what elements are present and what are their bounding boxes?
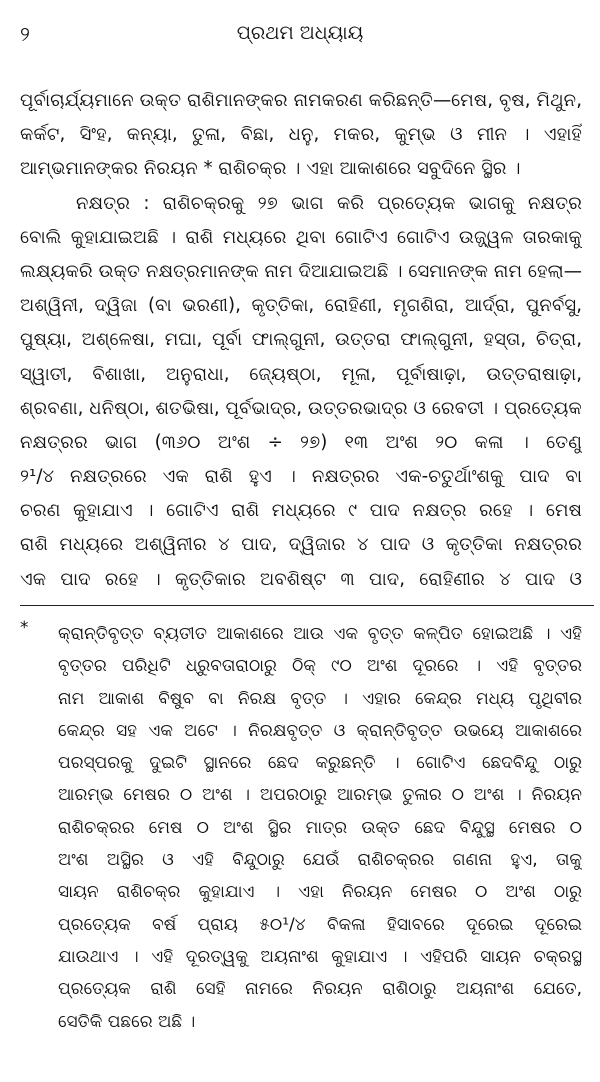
body-line: ପୁଷ୍ୟା, ଅଶ୍ଳେଷା, ମଘା, ପୂର୍ବା ଫାଲ୍‌ଗୁନୀ, ଉତ୍ତରା ଫାଲ୍‌ଗୁନୀ, ହସ୍ତା, ଚିତ୍ରା, <box>20 329 582 351</box>
footnote-line: ପ୍ରତ୍ୟେକ ରାଶି ସେହି ନାମରେ ନିରୟନ ରାଶିଠାରୁ ଅୟନାଂଶ ଯେତେ, <box>58 979 582 1000</box>
body-line: ଅଶ୍ୱିନୀ, ଦ୍ୱିଜା (ବା ଭରଣୀ), କୃତ୍ତିକା, ରୋହିଣୀ, ମୃଗଶିରା, ଆର୍ଦ୍ରା, ପୁନର୍ବସୁ, <box>20 295 582 317</box>
body-line: ୨¹/୪ ନକ୍ଷତ୍ରରେ ଏକ ରାଶି ହୁଏ । ନକ୍ଷତ୍ରର ଏକ-ଚତୁର୍ଥାଂଶକୁ ପାଦ ବା <box>20 466 582 488</box>
footnote-line: ବୃତ୍ତର ପରିଧିଟି ଧ୍ରୁବତାରାଠାରୁ ଠିକ୍ ୯୦ ଅଂଶ ଦୂରରେ । ଏହି ବୃତ୍ତର <box>58 656 582 677</box>
footnote-line: ସେତିକି ପଛରେ ଅଛି । <box>58 1011 196 1032</box>
body-line: ନକ୍ଷତ୍ରର ଭାଗ (୩୬୦ ଅଂଶ ÷ ୨୭) ୧୩ ଅଂଶ ୨୦ କଳା । ତେଣୁ <box>20 431 582 453</box>
footnote-divider <box>20 605 594 606</box>
body-line: ପୂର୍ବାଚାର୍ଯ୍ୟମାନେ ଉକ୍ତ ରାଶିମାନଙ୍କର ନାମକରଣ କରିଛନ୍ତି—ମେଷ, ବୃଷ, ମିଥୁନ, <box>20 90 582 111</box>
footnote-line: ନାମ ଆକାଶ ବିଷୁବ ବା ନିରକ୍ଷ ବୃତ୍ତ । ଏହାର କେନ୍ଦ୍ର ମଧ୍ୟ ପୃଥିବୀର <box>58 688 582 709</box>
page-number: ୨ <box>20 22 30 46</box>
footnote-marker: * <box>20 618 29 638</box>
footnote-line: ସାୟନ ରାଶିଚକ୍ର କୁହାଯାଏ । ଏହା ନିରୟନ ମେଷର ୦ ଅଂଶ ଠାରୁ <box>58 882 582 903</box>
footnote-line: ରାଶିଚକ୍ରର ମେଷ ୦ ଅଂଶ ସ୍ଥିର ମାତ୍ର ଉକ୍ତ ଛେଦ ବିନ୍ଦୁସ୍ଥ ମେଷର ୦ <box>58 817 582 838</box>
body-line: ଆମ୍ଭମାନଙ୍କର ନିରୟନ * ରାଶିଚକ୍ର । ଏହା ଆକାଶରେ ସବୁଦିନେ ସ୍ଥିର । <box>20 158 521 180</box>
footnote-line: ଆରମ୍ଭ ମେଷର ୦ ଅଂଶ । ଅପରଠାରୁ ଆରମ୍ଭ ତୁଳାର ୦ ଅଂଶ । ନିରୟନ <box>58 785 582 806</box>
footnote-line: ପ୍ରତ୍ୟେକ ବର୍ଷ ପ୍ରାୟ ୫୦¹/୪ ବିକଳା ହିସାବରେ ଦୂରେଇ ଦୂରେଇ <box>58 914 582 935</box>
footnote-line: କେନ୍ଦ୍ର ସହ ଏକ ଅଟେ । ନିରକ୍ଷବୃତ୍ତ ଓ କ୍ରାନ୍ତିବୃତ୍ତ ଉଭୟେ ଆକାଶରେ <box>58 720 582 741</box>
footnote-line: କ୍ରାନ୍ତିବୃତ୍ତ ବ୍ୟତୀତ ଆକାଶରେ ଆଉ ଏକ ବୃତ୍ତ କଳ୍ପିତ ହୋଇଅଛି । ଏହି <box>58 624 582 644</box>
body-line: ନକ୍ଷତ୍ର : ରାଶିଚକ୍ରକୁ ୨୭ ଭାଗ କରି ପ୍ରତ୍ୟେକ ଭାଗକୁ ନକ୍ଷତ୍ର <box>76 192 582 214</box>
body-line: ବୋଲି କୁହାଯାଇଅଛି । ରାଶି ମଧ୍ୟରେ ଥିବା ଗୋଟିଏ ଗୋଟିଏ ଉଜ୍ଜ୍ୱଳ ତାରକାକୁ <box>20 226 582 248</box>
body-line: ସ୍ୱାତୀ, ବିଶାଖା, ଅନୁରାଧା, ଜ୍ୟେଷ୍ଠା, ମୂଳା, ପୂର୍ବାଷାଢ଼ା, ଉତ୍ତରାଷାଢ଼ା, <box>20 363 582 385</box>
page-header <box>0 22 600 52</box>
body-line: ଲକ୍ଷ୍ୟକରି ଉକ୍ତ ନକ୍ଷତ୍ରମାନଙ୍କ ନାମ ଦିଆଯାଇଅଛି । ସେମାନଙ୍କ ନାମ ହେଲା— <box>20 260 582 282</box>
footnote-line: ଅଂଶ ଅସ୍ଥିର ଓ ଏହି ବିନ୍ଦୁଠାରୁ ଯେଉଁ ରାଶିଚକ୍ରର ଗଣନା ହୁଏ, ତାକୁ <box>58 850 582 871</box>
body-line: ରାଶି ମଧ୍ୟରେ ଅଶ୍ୱିନୀର ୪ ପାଦ, ଦ୍ୱିଜାର ୪ ପାଦ ଓ କୃତ୍ତିକା ନକ୍ଷତ୍ରର <box>20 534 582 556</box>
body-line: କର୍କଟ, ସିଂହ, କନ୍ୟା, ତୁଳା, ବିଛା, ଧନୁ, ମକର, କୁମ୍ଭ ଓ ମୀନ । ଏହାହିଁ <box>20 124 582 146</box>
running-title: ପ୍ରଥମ ଅଧ୍ୟାୟ <box>236 22 364 44</box>
body-line: ଶ୍ରବଣା, ଧନିଷ୍ଠା, ଶତଭିଷା, ପୂର୍ବଭାଦ୍ର, ଉତ୍ତରଭାଦ୍ର ଓ ରେବତୀ । ପ୍ରତ୍ୟେକ <box>20 397 582 419</box>
body-line: ଚରଣ କୁହାଯାଏ । ଗୋଟିଏ ରାଶି ମଧ୍ୟରେ ୯ ପାଦ ନକ୍ଷତ୍ର ରହେ । ମେଷ <box>20 500 582 522</box>
footnote-line: ଯାଉଥାଏ । ଏହି ଦୂରତ୍ୱକୁ ଅୟନାଂଶ କୁହାଯାଏ । ଏହିପରି ସାୟନ ଚକ୍ରସ୍ଥ <box>58 946 582 967</box>
footnote-line: ପରସ୍ପରକୁ ଦୁଇଟି ସ୍ଥାନରେ ଛେଦ କରୁଛନ୍ତି । ଗୋଟିଏ ଛେଦବିନ୍ଦୁ ଠାରୁ <box>58 753 582 774</box>
body-line: ଏକ ପାଦ ରହେ । କୃତ୍ତିକାର ଅବଶିଷ୍ଟ ୩ ପାଦ, ରୋହିଣୀର ୪ ପାଦ ଓ <box>20 568 582 590</box>
main-text <box>20 84 582 597</box>
footnote <box>20 618 582 1038</box>
